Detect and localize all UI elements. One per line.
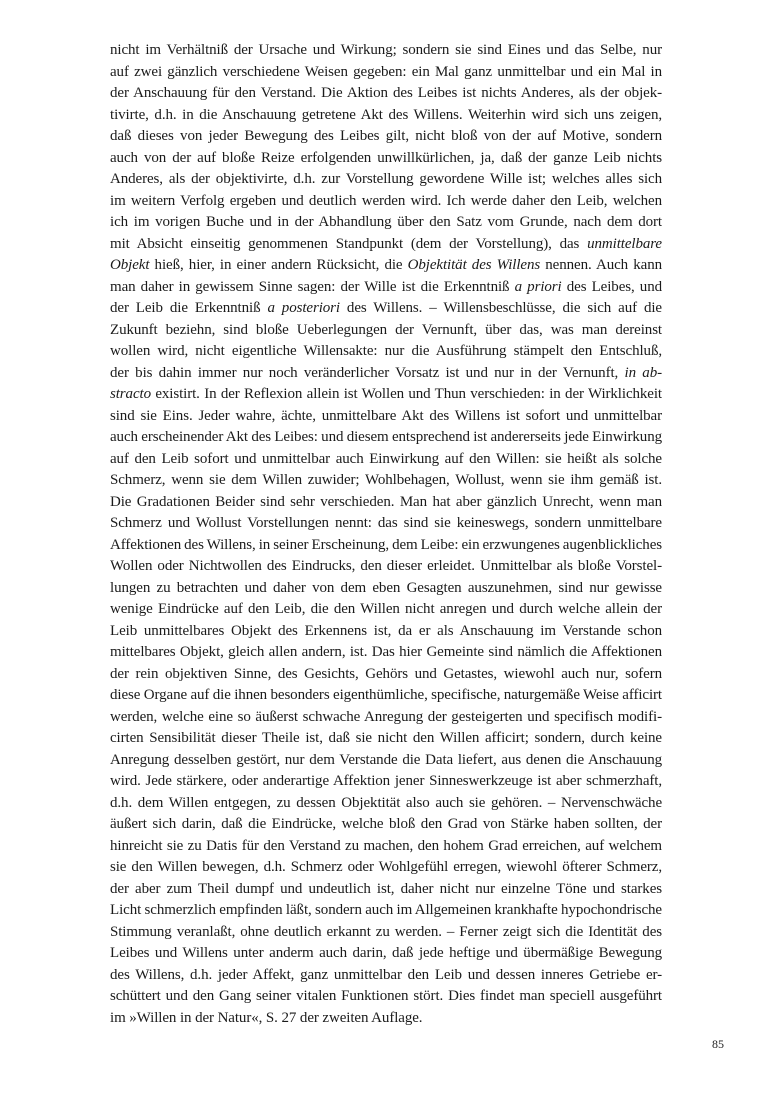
- text-line: Wollen oder Nichtwollen des Eindrucks, den dieser erleidet. Unmittelbar als bloße Vorstel-: [110, 558, 662, 574]
- text-line: wenige Eindrücke auf den Leib, die den Willen nicht anregen und durch welche allein der: [110, 601, 662, 617]
- text-line: lungen zu betrachten und daher von dem eben Gesagten auszunehmen, sind nur gewisse: [110, 579, 662, 596]
- text-line: Leib unmittelbares Objekt des Erkennens ist, da er als Anschauung im Verstande schon: [110, 622, 662, 639]
- text-line: ich im vorigen Buche und in der Abhandlung über den Satz vom Grunde, nach dem dort: [110, 214, 662, 230]
- text-line: werden, welche eine so äußerst schwache Anregung der gesteigerten und specifisch modifi-: [110, 708, 662, 725]
- text-line: der Leib die Erkenntniß a posteriori des Willens. – Willensbeschlüsse, die sich auf die: [110, 300, 662, 316]
- text-line: Zukunft beziehn, sind bloße Ueberlegungen der Vernunft, über das, was man dereinst: [110, 321, 662, 338]
- text-line: wird. Jede stärkere, oder anderartige Affektion jener Sinneswerkzeuge ist aber schmerzhaft,: [110, 773, 662, 789]
- text-line: hinreicht sie zu Datis für den Verstand zu machen, den hohem Grad erreichen, auf welchem: [110, 837, 662, 854]
- text-line: der bis dahin immer nur noch veränderlicher Vorsatz ist und nur in der Vernunft, in ab-: [110, 364, 662, 381]
- text-line: stracto existirt. In der Reflexion allein ist Wollen und Thun verschieden: in der Wirklichkeit: [110, 386, 662, 402]
- text-line: cirten Sensibilität dieser Theile ist, daß sie nicht den Willen afficirt; sondern, durch keine: [110, 730, 662, 746]
- text-line: tivirte, d.h. in die Anschauung getretene Akt des Willens. Weiterhin wird sich uns zeigen,: [110, 106, 662, 123]
- text-line: der aber zum Theil dumpf und undeutlich ist, daher nicht nur einzelne Töne und starkes: [110, 880, 662, 897]
- text-line: auf den Leib sofort und unmittelbar auch Einwirkung auf den Willen: sie heißt als solche: [110, 450, 662, 467]
- text-line: auf zwei gänzlich verschiedene Weisen gegeben: ein Mal ganz unmittelbar und ein Mal in: [110, 63, 662, 80]
- text-line: Anregung desselben gestört, nur dem Verstande die Data liefert, aus denen die Anschauung: [110, 751, 662, 768]
- text-line: im weitern Verfolg ergeben und deutlich werden wird. Ich werde daher den Leib, welchen: [110, 192, 662, 209]
- text-line: sie den Willen bewegen, d.h. Schmerz oder Wohlgefühl erregen, wiewohl öfterer Schmerz,: [110, 859, 662, 875]
- text-line: Leibes und Willens unter anderm auch darin, daß jede heftige und übermäßige Bewegung: [110, 945, 662, 961]
- text-line: Objekt hieß, hier, in einer andern Rücksicht, die Objektität des Willens nennen. Auch kann: [110, 257, 662, 273]
- text-line: nicht im Verhältniß der Ursache und Wirkung; sondern sie sind Eines und das Selbe, nur: [110, 42, 662, 58]
- text-line: der rein objektiven Sinne, des Gesichts, Gehörs und Getastes, wiewohl auch nur, sofern: [110, 665, 662, 682]
- text-line: der Anschauung für den Verstand. Die Aktion des Leibes ist nichts Anderes, als der objek-: [110, 85, 662, 101]
- text-line: Licht schmerzlich empfinden läßt, sondern auch im Allgemeinen krankhafte hypochondrische: [110, 902, 662, 918]
- text-line: diese Organe auf die ihnen besonders eigenthümliche, specifische, naturgemäße Weise afficirt: [110, 687, 662, 703]
- text-line: äußert sich darin, daß die Eindrücke, welche bloß den Grad von Stärke haben sollten, der: [110, 816, 662, 832]
- text-line: im »Willen in der Natur«, S. 27 der zweiten Auflage.: [110, 1009, 423, 1026]
- text-line: auch von der auf bloße Reize erfolgenden unwillkürlichen, ja, daß der ganze Leib nichts: [110, 149, 662, 166]
- text-line: Affektionen des Willens, in seiner Erscheinung, dem Leibe: ein erzwungenes augenblickliches: [110, 536, 662, 553]
- page-number: 85: [712, 1037, 724, 1051]
- text-line: daß dieses von jeder Bewegung des Leibes gilt, nicht bloß von der auf Motive, sondern: [110, 128, 662, 144]
- text-line: auch erscheinender Akt des Leibes: und diesem entsprechend ist andererseits jede Einwirkung: [110, 429, 662, 445]
- text-line: wollen wird, nicht eigentliche Willensakte: nur die Ausführung stämpelt den Entschluß,: [110, 343, 662, 359]
- text-line: des Willens, d.h. jeder Affekt, ganz unmittelbar den Leib und dessen inneres Getriebe er-: [110, 966, 662, 983]
- text-line: Anderes, als der objektivirte, d.h. zur Vorstellung gewordene Wille ist; welches alles sich: [110, 171, 662, 187]
- text-line: sind sie Eins. Jeder wahre, ächte, unmittelbare Akt des Willens ist sofort und unmittelbar: [110, 407, 662, 424]
- text-line: Die Gradationen Beider sind sehr verschieden. Man hat aber gänzlich Unrecht, wenn man: [110, 493, 662, 510]
- text-line: man daher in gewissem Sinne sagen: der Wille ist die Erkenntniß a priori des Leibes, und: [110, 278, 662, 295]
- text-line: Schmerz und Wollust Vorstellungen nennt: das sind sie keineswegs, sondern unmittelbare: [110, 515, 662, 531]
- page-text-block: [110, 40, 662, 1029]
- text-line: d.h. dem Willen entgegen, zu dessen Objektität also auch sie gehören. – Nervenschwäche: [110, 794, 662, 811]
- text-line: mittelbares Objekt, gleich allen andern, ist. Das hier Gemeinte sind nämlich die Affektionen: [110, 644, 662, 660]
- text-line: Stimmung veranlaßt, ohne deutlich erkannt zu werden. – Ferner zeigt sich die Identität des: [110, 923, 662, 940]
- text-line: Schmerz, wenn sie dem Willen zuwider; Wohlbehagen, Wollust, wenn sie ihm gemäß ist.: [110, 472, 662, 488]
- text-line: schüttert und den Gang seiner vitalen Funktionen stört. Dies findet man speciell ausgeführt: [110, 988, 662, 1004]
- text-line: mit Absicht einseitig genommenen Standpunkt (dem der Vorstellung), das unmittelbare: [110, 235, 662, 252]
